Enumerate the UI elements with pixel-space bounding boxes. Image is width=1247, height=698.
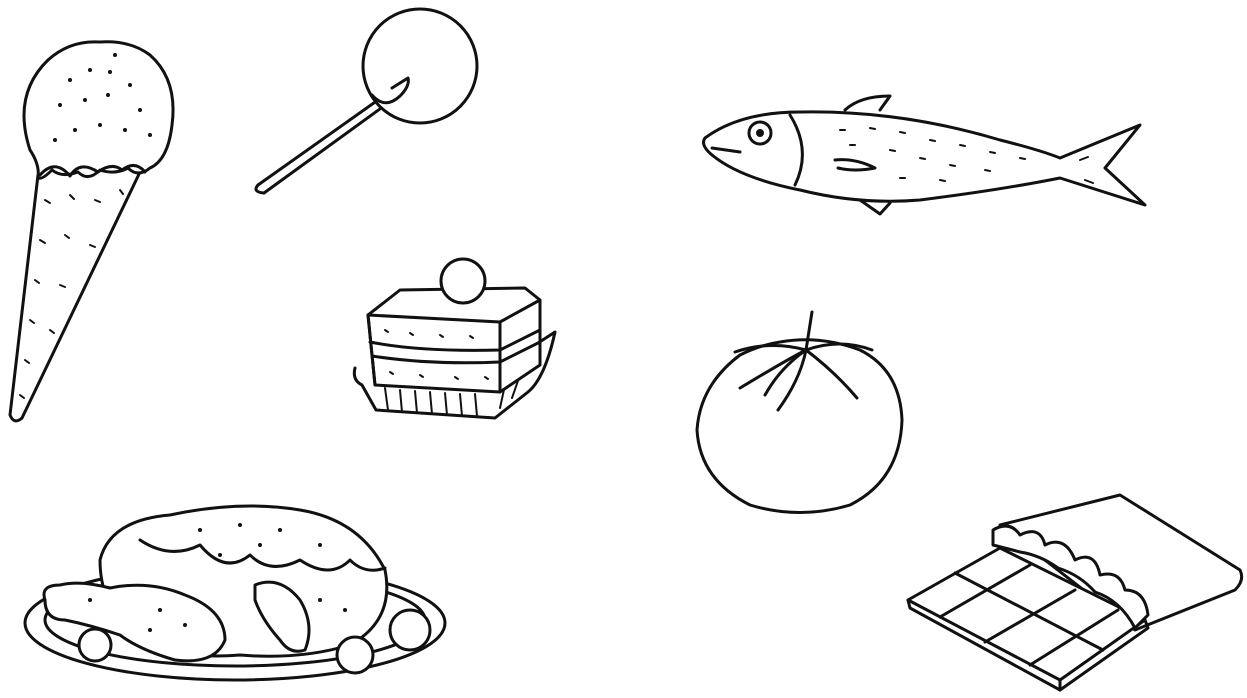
ice-cream-icon <box>10 42 173 421</box>
tomato-icon <box>697 312 902 513</box>
fish-icon <box>704 96 1145 214</box>
chocolate-bar-icon <box>908 495 1242 690</box>
cake-icon <box>354 259 555 418</box>
roast-chicken-icon <box>25 506 445 680</box>
lollipop-icon <box>256 9 477 193</box>
